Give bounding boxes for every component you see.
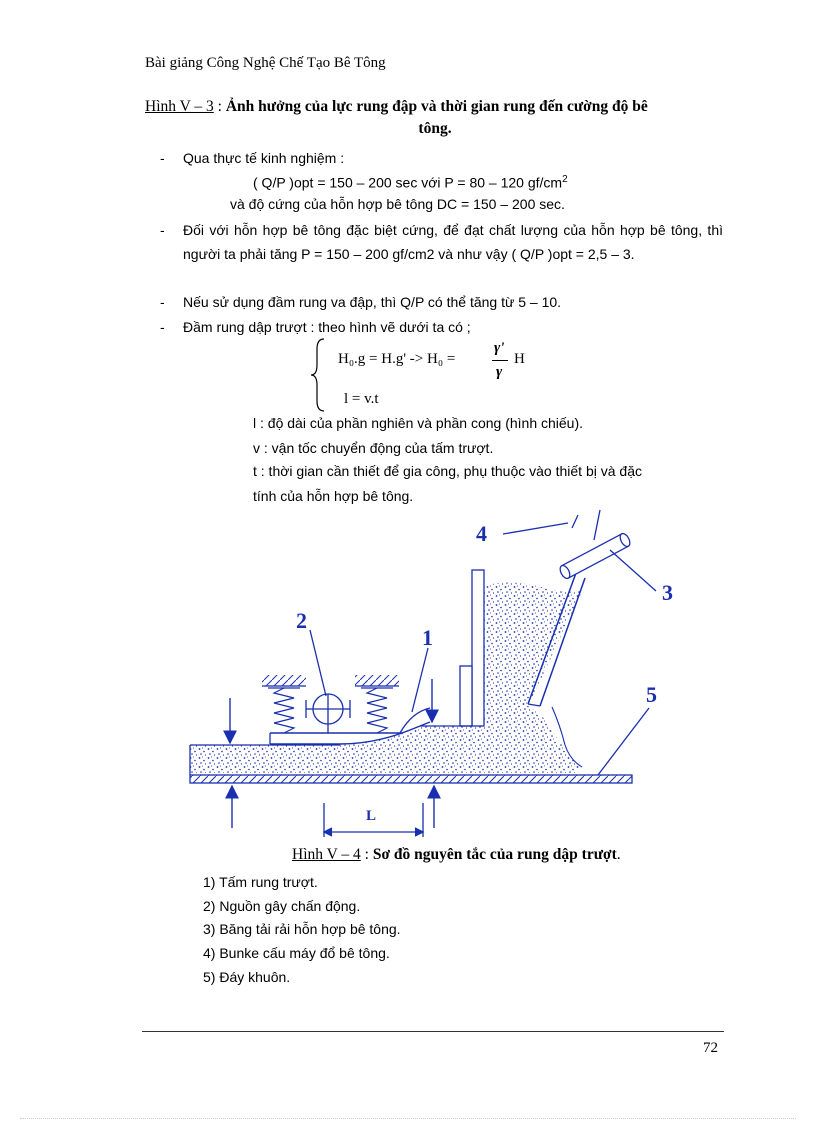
def-t-cont: tính của hỗn hợp bê tông. <box>253 488 414 504</box>
formula-line-2: l = v.t <box>344 391 379 407</box>
superscript: 2 <box>562 174 568 185</box>
caption-colon: : <box>213 98 226 115</box>
bullet-dash: - <box>160 294 165 310</box>
legend-item: 1) Tấm rung trượt. <box>203 874 318 890</box>
page-edge <box>20 1118 796 1119</box>
leader-line-5 <box>598 708 649 775</box>
figure-title: Sơ đồ nguyên tắc của rung dập trượt <box>372 846 617 863</box>
bullet-dash: - <box>160 222 165 238</box>
figure-caption-v4 <box>292 846 621 864</box>
label-1: 1 <box>422 625 433 650</box>
page-number: 72 <box>703 1040 718 1056</box>
leader-line-3 <box>610 550 656 591</box>
def-l: l : độ dài của phần nghiên và phần cong (hình chiếu). <box>253 415 584 431</box>
figure-title: Ảnh hưởng của lực rung đập và thời gian rung đến cường độ bê <box>225 98 648 115</box>
leader-line-2 <box>310 630 326 696</box>
def-v: v : vận tốc chuyển động của tấm trượt. <box>253 440 494 456</box>
bullet-dash: - <box>160 150 165 166</box>
paragraph-slip: Đầm rung dập trượt : theo hình vẽ dưới ta có ; <box>183 319 471 335</box>
paragraph-stiff-mix: Đối với hỗn hợp bê tông đặc biệt cứng, để đạt chất lượng của hỗn hợp bê tông, thì người ta phải tăng P = 150 – 200 gf/cm2 và như vậy ( Q/P )opt = 2,5 – 3. <box>183 222 723 262</box>
formula-text: ( Q/P )opt = 150 – 200 sec với P = 80 – 120 gf/cm <box>253 174 563 191</box>
caption-period: . <box>616 846 621 863</box>
formula-dc: và độ cứng của hỗn hợp bê tông DC = 150 – 200 sec. <box>230 196 565 212</box>
label-3: 3 <box>662 580 673 605</box>
label-L: L <box>366 808 377 824</box>
legend-item: 4) Bunke cấu máy đổ bê tông. <box>203 945 390 961</box>
roller-icon <box>558 532 632 580</box>
formula-line-1: H₀.g = H.g' -> H₀ = <box>338 351 456 367</box>
spring-left-icon <box>262 675 306 733</box>
label-5: 5 <box>646 682 657 707</box>
leader-line-4 <box>503 523 568 534</box>
legend-item: 3) Băng tải rải hỗn hợp bê tông. <box>203 921 401 937</box>
concrete-mix-fill <box>190 570 583 773</box>
label-4: 4 <box>476 521 487 546</box>
legend-item: 5) Đáy khuôn. <box>203 969 291 985</box>
spring-right-icon <box>355 675 399 733</box>
figure-label: Hình V – 4 <box>292 846 361 863</box>
legend-item: 2) Nguồn gây chấn động. <box>203 898 361 914</box>
vibrator-icon <box>306 694 350 733</box>
front-wall <box>472 570 484 726</box>
paragraph-experience: Qua thực tế kinh nghiệm : <box>183 150 345 166</box>
paragraph-impact: Nếu sử dụng đầm rung va đập, thì Q/P có thể tăng từ 5 – 10. <box>183 294 562 310</box>
formula-tail: H <box>514 351 525 367</box>
formula-numerator: γ' <box>494 340 505 356</box>
figure-title-cont: tông. <box>418 120 452 137</box>
label-2: 2 <box>296 608 307 633</box>
bullet-dash: - <box>160 319 165 335</box>
caption-colon: : <box>360 846 373 863</box>
running-header: Bài giảng Công Nghệ Chế Tạo Bê Tông <box>145 55 386 71</box>
figure-label: Hình V – 3 <box>145 98 214 115</box>
leader-line-1 <box>412 648 428 712</box>
mould-bottom <box>190 775 632 783</box>
formula-denominator: γ <box>496 364 503 380</box>
footer-rule <box>142 1031 724 1032</box>
def-t: t : thời gian cần thiết để gia công, phụ thuộc vào thiết bị và đặc <box>253 463 642 479</box>
